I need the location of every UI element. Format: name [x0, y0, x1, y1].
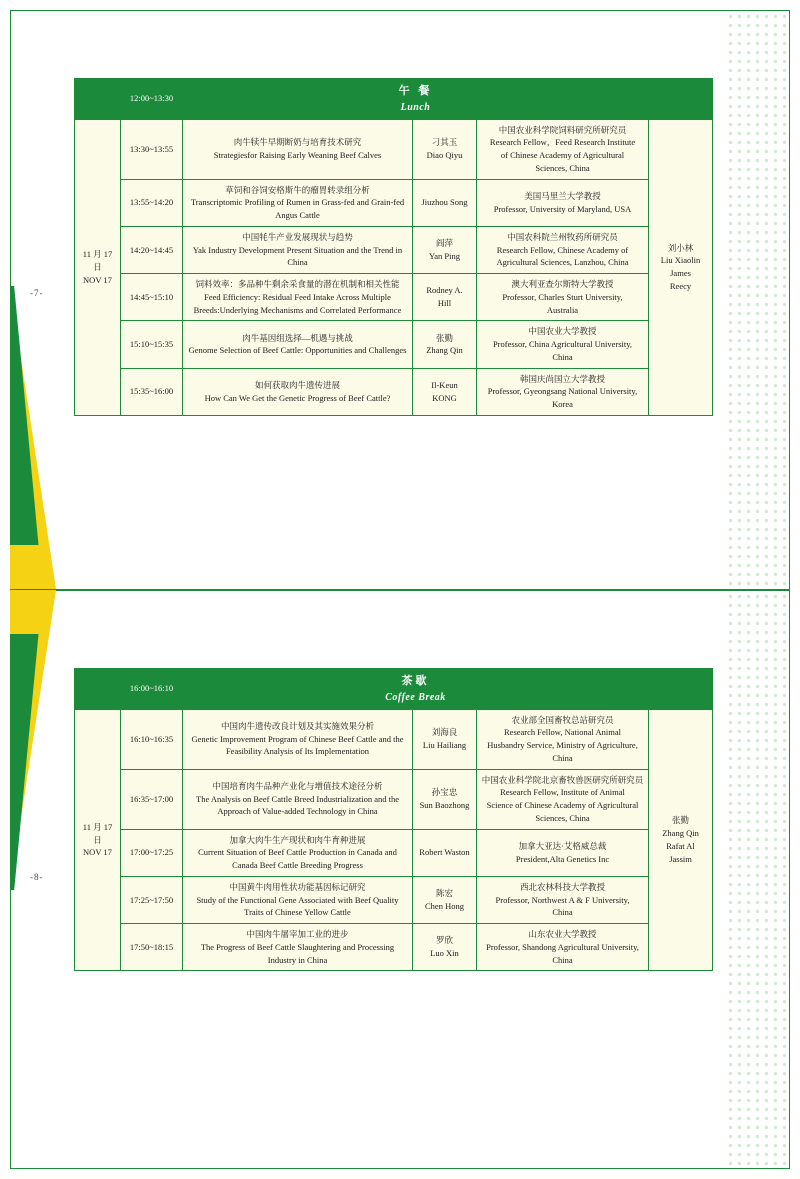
- banner-label-cn: 茶歇: [401, 675, 430, 687]
- table-row: [75, 274, 713, 321]
- text-line: 农业部全国畜牧总站研究员: [511, 714, 614, 725]
- text-line: 11 月 17 日: [82, 249, 113, 272]
- session-topic: [183, 368, 413, 415]
- table-row: [75, 876, 713, 923]
- session-topic: [183, 274, 413, 321]
- speaker-affiliation: [477, 226, 649, 273]
- table-row: [75, 769, 713, 829]
- text-line: Research Fellow，Feed Research Institute: [489, 137, 636, 148]
- text-line: 加拿大肉牛生产现状和肉牛育种进展: [229, 834, 366, 845]
- text-line: 西北农林科技大学教授: [520, 881, 606, 892]
- banner-label: [183, 669, 649, 710]
- table-row: [75, 829, 713, 876]
- text-line: Diao Qiyu: [426, 150, 463, 160]
- text-line: Professor, China Agricultural University,: [492, 339, 633, 349]
- speaker-affiliation: [477, 179, 649, 226]
- text-line: Jiuzhou Song: [421, 197, 468, 208]
- page-number-bottom: -8-: [30, 872, 44, 882]
- text-line: 中国农业大学教授: [528, 326, 597, 337]
- speaker-affiliation: [477, 769, 649, 829]
- banner-label-cn: 午 餐: [398, 85, 433, 97]
- text-line: Hill: [437, 298, 452, 309]
- text-line: Research Fellow, Institute of Animal: [500, 787, 625, 798]
- session-topic: [183, 769, 413, 829]
- speaker-affiliation: [477, 829, 649, 876]
- text-line: Sciences, China: [535, 812, 590, 823]
- banner-spacer-right: [649, 79, 713, 120]
- table-row: [75, 179, 713, 226]
- session-topic: [183, 924, 413, 971]
- text-line: 中国农科院兰州牧药所研究员: [507, 231, 618, 242]
- text-line: 11 月 17 日: [82, 821, 113, 845]
- session-time: 14:20~14:45: [121, 226, 183, 273]
- speaker-name: [413, 876, 477, 923]
- session-time: 15:10~15:35: [121, 321, 183, 368]
- text-line: Professor, Northwest A & F University,: [495, 894, 630, 905]
- text-line: 草饲和谷饲安格斯牛的瘤胃转录组分析: [225, 184, 370, 195]
- speaker-name: [413, 119, 477, 179]
- speaker-name: [413, 179, 477, 226]
- text-line: Genetic Improvement Program of Chinese Beef Cattle and the Feasibility Analysis of Its Implementation: [191, 733, 404, 757]
- session-time: 16:35~17:00: [121, 769, 183, 829]
- text-line: Research Fellow, National Animal: [504, 727, 622, 738]
- schedule-table-bottom: [74, 668, 713, 971]
- text-line: 中国农业科学院北京畜牧兽医研究所研究员: [481, 774, 644, 785]
- session-time: 17:00~17:25: [121, 829, 183, 876]
- text-line: 中国培育肉牛品种产业化与增值技术途径分析: [212, 780, 383, 791]
- banner-label: [183, 79, 649, 120]
- table-row: [75, 119, 713, 179]
- text-line: Liu Xiaolin: [660, 255, 701, 266]
- text-line: 肉牛犊牛早期断奶与培育技术研究: [233, 137, 362, 148]
- text-line: The Analysis on Beef Cattle Breed Industrialization and the Approach of Value-added Technology in China: [196, 793, 399, 817]
- session-time: 17:25~17:50: [121, 876, 183, 923]
- session-time: 16:10~16:35: [121, 709, 183, 769]
- text-line: James: [670, 268, 691, 279]
- session-time: 15:35~16:00: [121, 368, 183, 415]
- text-line: Transcriptomic Profiling of Rumen in Grass-fed and Grain-fed Angus Cattle: [190, 197, 405, 220]
- text-line: Jassim: [669, 853, 692, 864]
- speaker-affiliation: [477, 368, 649, 415]
- page-number-top: -7-: [30, 288, 44, 298]
- speaker-affiliation: [477, 709, 649, 769]
- speaker-name: [413, 226, 477, 273]
- speaker-name: [413, 769, 477, 829]
- date-cell: [75, 119, 121, 415]
- session-topic: [183, 709, 413, 769]
- speaker-affiliation: [477, 876, 649, 923]
- text-line: President,Alta Genetics Inc: [515, 853, 610, 864]
- text-line: Yan Ping: [428, 250, 461, 261]
- text-line: China: [552, 907, 573, 918]
- text-line: 饲料效率：多品种牛剩余采食量的潜在机制和相关性能: [195, 279, 400, 289]
- text-line: How Can We Get the Genetic Progress of Beef Cattle?: [204, 392, 391, 403]
- speaker-affiliation: [477, 321, 649, 368]
- text-line: China: [552, 752, 573, 763]
- session-time: 13:30~13:55: [121, 119, 183, 179]
- text-line: Professor, Gyeongsang National University,: [487, 386, 638, 397]
- text-line: 如何获取肉牛遗传进展: [254, 379, 340, 390]
- date-cell: [75, 709, 121, 971]
- text-line: Zhang Qin: [426, 345, 463, 356]
- text-line: Liu Hailiang: [422, 740, 467, 750]
- text-line: 中国肉牛遗传改良计划及其实施效果分析: [220, 720, 374, 731]
- text-line: Australia: [546, 304, 579, 315]
- text-line: 刁其玉: [431, 137, 458, 148]
- text-line: Genome Selection of Beef Cattle: Opportunities and Challenges: [188, 345, 407, 356]
- text-line: KONG: [432, 392, 457, 403]
- text-line: 中国黄牛肉用性状功能基因标记研究: [229, 881, 366, 892]
- text-line: Rodney A.: [426, 285, 463, 296]
- text-line: 加拿大亚达·艾格威总裁: [518, 840, 607, 851]
- decorative-chevron-bottom: [10, 590, 56, 890]
- text-line: Professor, Charles Sturt University,: [502, 291, 623, 302]
- speaker-affiliation: [477, 274, 649, 321]
- text-line: Chen Hong: [425, 900, 464, 911]
- text-line: Research Fellow, Chinese Academy of: [496, 244, 629, 255]
- session-topic: [183, 829, 413, 876]
- banner-spacer: [75, 79, 121, 120]
- text-line: Reecy: [669, 280, 692, 291]
- table-row: [75, 226, 713, 273]
- text-line: Agricultural Sciences, Lanzhou, China: [496, 257, 629, 268]
- banner-label-en: Coffee Break: [385, 691, 446, 703]
- table-row: [75, 709, 713, 769]
- banner-spacer-right: [649, 669, 713, 710]
- text-line: China: [552, 954, 573, 965]
- text-line: Rafat Al: [666, 840, 695, 851]
- session-time: 13:55~14:20: [121, 179, 183, 226]
- session-topic: [183, 876, 413, 923]
- text-line: 阎萍: [435, 238, 453, 249]
- schedule-table-top: [74, 78, 713, 416]
- text-line: Il-Keun: [431, 379, 458, 390]
- page-divider: [10, 589, 790, 591]
- session-time: 17:50~18:15: [121, 924, 183, 971]
- decorative-dot-pattern-top: [726, 12, 788, 587]
- speaker-affiliation: [477, 924, 649, 971]
- text-line: Professor, University of Maryland, USA: [493, 203, 632, 214]
- session-topic: [183, 179, 413, 226]
- text-line: 张勤: [435, 332, 453, 343]
- session-time: 14:45~15:10: [121, 274, 183, 321]
- text-line: Luo Xin: [430, 948, 459, 959]
- text-line: Zhang Qin: [662, 828, 699, 839]
- break-banner-row: [75, 79, 713, 120]
- text-line: 罗欣: [435, 935, 453, 946]
- text-line: Husbandry Service, Ministry of Agriculture,: [487, 740, 638, 750]
- text-line: 美国马里兰大学教授: [524, 190, 601, 201]
- text-line: Strategiesfor Raising Early Weaning Beef Calves: [213, 150, 382, 160]
- text-line: Feed Efficiency: Residual Feed Intake Across Multiple Breeds:Underlying Mechanisms and Correlated Performance: [193, 291, 402, 315]
- text-line: 刘小林: [667, 242, 694, 253]
- speaker-name: [413, 321, 477, 368]
- speaker-name: [413, 829, 477, 876]
- session-chair: [649, 119, 713, 415]
- session-topic: [183, 321, 413, 368]
- session-topic: [183, 226, 413, 273]
- text-line: Science of Chinese Academy of Agricultural: [486, 800, 639, 810]
- table-row: [75, 368, 713, 415]
- text-line: 韩国庆尚国立大学教授: [520, 373, 606, 384]
- text-line: 肉牛基因组选择—机遇与挑战: [242, 332, 353, 343]
- decorative-chevron-top: [10, 286, 56, 589]
- text-line: 陈宏: [435, 888, 453, 899]
- text-line: Sciences, China: [535, 162, 590, 173]
- text-line: NOV 17: [83, 274, 112, 285]
- text-line: 刘海良: [431, 727, 458, 738]
- banner-time: 16:00~16:10: [121, 669, 183, 710]
- text-line: 澳大利亚查尔斯特大学教授: [511, 279, 614, 289]
- text-line: of Chinese Academy of Agricultural: [500, 150, 625, 160]
- text-line: Sun Baozhong: [419, 800, 470, 810]
- text-line: Professor, Shandong Agricultural University,: [486, 941, 639, 952]
- text-line: Robert Waston: [419, 847, 470, 858]
- speaker-name: [413, 368, 477, 415]
- table-row: [75, 924, 713, 971]
- text-line: 张勤: [672, 815, 690, 826]
- break-banner-row: [75, 669, 713, 710]
- text-line: Study of the Functional Gene Associated with Beef Quality Traits of Chinese Yellow Cattle: [196, 894, 399, 918]
- text-line: Korea: [552, 399, 573, 409]
- session-chair: [649, 709, 713, 971]
- banner-time: 12:00~13:30: [121, 79, 183, 120]
- text-line: Yak Industry Development Present Situation and the Trend in China: [192, 244, 403, 268]
- table-row: [75, 321, 713, 368]
- text-line: 孙宝忠: [431, 787, 458, 798]
- text-line: Current Situation of Beef Cattle Production in Canada and Canada Beef Cattle Breeding Progress: [198, 847, 397, 870]
- banner-label-en: Lunch: [400, 101, 431, 113]
- text-line: 山东农业大学教授: [528, 929, 597, 939]
- text-line: NOV 17: [83, 847, 112, 858]
- text-line: 中国肉牛屠宰加工业的进步: [246, 929, 349, 939]
- schedule-section-top: [74, 78, 712, 416]
- decorative-dot-pattern-bottom: [726, 592, 788, 1167]
- speaker-affiliation: [477, 119, 649, 179]
- speaker-name: [413, 274, 477, 321]
- schedule-section-bottom: [74, 668, 712, 971]
- speaker-name: [413, 924, 477, 971]
- text-line: The Progress of Beef Cattle Slaughtering and Processing Industry in China: [200, 941, 395, 965]
- text-line: 中国牦牛产业发展现状与趋势: [242, 231, 353, 242]
- text-line: China: [552, 351, 573, 362]
- speaker-name: [413, 709, 477, 769]
- banner-spacer: [75, 669, 121, 710]
- text-line: 中国农业科学院饲料研究所研究员: [498, 124, 627, 135]
- session-topic: [183, 119, 413, 179]
